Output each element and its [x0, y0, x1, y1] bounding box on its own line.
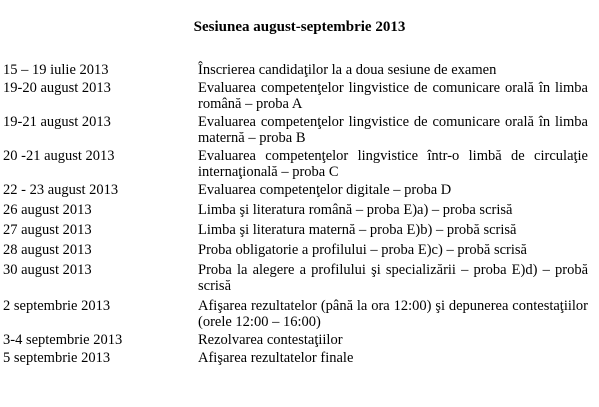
- row-description: Proba obligatorie a profilului – proba E)c) – probă scrisă: [198, 242, 527, 258]
- row-description: Limba şi literatura română – proba E)a) – proba scrisă: [198, 202, 513, 218]
- table-row: [3, 202, 588, 218]
- row-date: 20 -21 august 2013: [3, 148, 115, 164]
- row-date: 27 august 2013: [3, 222, 92, 238]
- table-row: [3, 350, 588, 366]
- row-date: 15 – 19 iulie 2013: [3, 62, 109, 78]
- row-description: Înscrierea candidaţilor la a doua sesiune de examen: [198, 62, 497, 78]
- row-date: 30 august 2013: [3, 262, 92, 278]
- row-description: Limba şi literatura maternă – proba E)b) – probă scrisă: [198, 222, 517, 238]
- row-date: 26 august 2013: [3, 202, 92, 218]
- table-row: [3, 298, 588, 330]
- table-row: [3, 332, 588, 348]
- table-row: [3, 242, 588, 258]
- table-row: [3, 262, 588, 294]
- schedule-title: Sesiunea august-septembrie 2013: [193, 19, 406, 35]
- row-date: 28 august 2013: [3, 242, 92, 258]
- schedule-table: [3, 62, 588, 366]
- row-date: 22 - 23 august 2013: [3, 182, 119, 198]
- table-row: [3, 182, 588, 198]
- row-description: Evaluarea competenţelor digitale – proba D: [198, 182, 452, 198]
- row-description: Rezolvarea contestaţiilor: [198, 332, 343, 348]
- table-row: [3, 148, 588, 180]
- table-row: [3, 114, 588, 146]
- row-description: Proba la alegere a profilului şi specializării – proba E)d) – probă scrisă: [198, 262, 588, 294]
- table-row: [3, 80, 588, 112]
- row-date: 19-20 august 2013: [3, 80, 111, 96]
- row-date: 19-21 august 2013: [3, 114, 111, 130]
- row-date: 2 septembrie 2013: [3, 298, 111, 314]
- row-description: Evaluarea competenţelor lingvistice de comunicare orală în limba maternă – proba B: [198, 114, 588, 146]
- row-description: Evaluarea competenţelor lingvistice într-o limbă de circulaţie internaţională – proba C: [198, 148, 588, 180]
- table-row: [3, 62, 588, 78]
- row-description: Evaluarea competenţelor lingvistice de comunicare orală în limba română – proba A: [198, 80, 588, 112]
- row-date: 5 septembrie 2013: [3, 350, 111, 366]
- table-row: [3, 222, 588, 238]
- row-date: 3-4 septembrie 2013: [3, 332, 123, 348]
- row-description: Afişarea rezultatelor finale: [198, 350, 354, 366]
- row-description: Afişarea rezultatelor (până la ora 12:00) şi depunerea contestaţiilor (orele 12:00 – 16:00): [198, 298, 588, 330]
